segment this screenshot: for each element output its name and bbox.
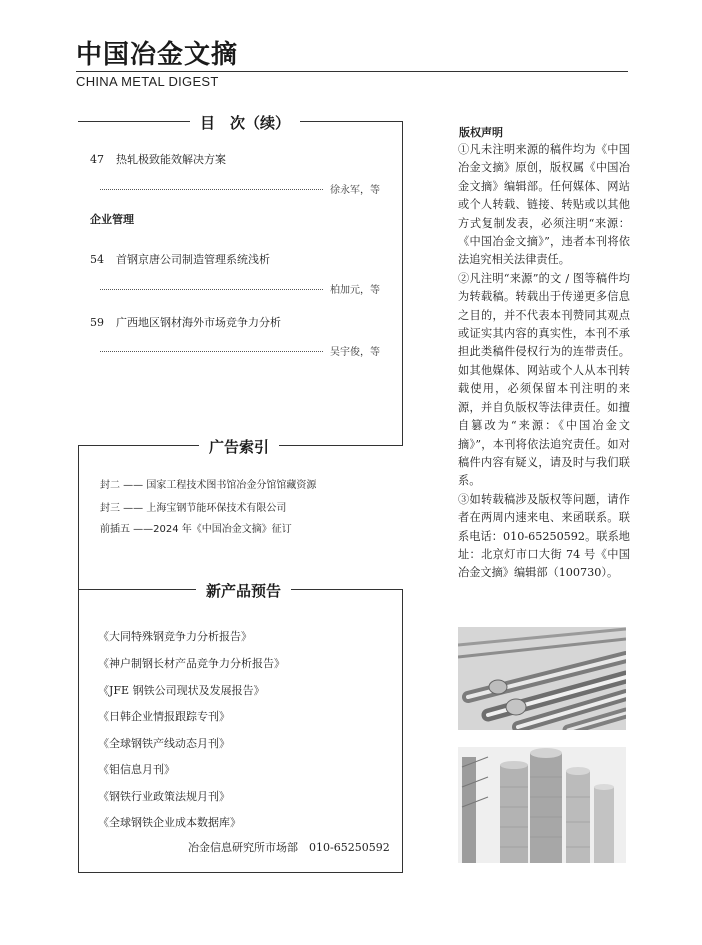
copyright-paragraph: ①凡未注明来源的稿件均为《中国冶金文摘》原创，版权属《中国冶金文摘》编辑部。任何媒体、网站或个人转载、链接、转贴或以其他方式复制发表，必须注明“来源：《中国冶金文摘》”，违者本刊将依法追究相关法律责任。 <box>458 143 630 267</box>
toc-entry-1[interactable] <box>90 151 226 167</box>
ad-item[interactable]: 封二 —— 国家工程技术图书馆冶金分馆馆藏资源 <box>100 480 317 491</box>
toc-category: 企业管理 <box>90 213 134 226</box>
new-product-item[interactable]: 《JFE 钢铁公司现状及发展报告》 <box>98 684 265 697</box>
toc-leader-dots <box>100 189 323 190</box>
masthead-rule <box>76 71 628 72</box>
toc-leader-dots <box>100 351 323 352</box>
copyright-body <box>458 141 630 583</box>
masthead-subtitle: CHINA METAL DIGEST <box>76 74 219 89</box>
toc-entry-3[interactable] <box>90 314 281 330</box>
new-product-item[interactable]: 《大同特殊钢竞争力分析报告》 <box>98 630 252 643</box>
ads-title: 广告索引 <box>199 436 279 457</box>
toc-entry-author: 徐永军，等 <box>330 185 380 196</box>
toc-entry-title: 热轧极致能效解决方案 <box>116 153 226 166</box>
copyright-paragraph: ③如转载稿涉及版权等问题，请作者在两周内速来电、来函联系。联系电话：010-65250592。联系地址：北京灯市口大街 74 号《中国冶金文摘》编辑部（100730）。 <box>458 492 630 580</box>
toc-entry-title: 广西地区钢材海外市场竞争力分析 <box>116 316 281 329</box>
ad-item[interactable]: 封三 —— 上海宝钢节能环保技术有限公司 <box>100 503 287 514</box>
toc-leader-dots <box>100 289 323 290</box>
toc-entry-page: 54 <box>90 253 104 266</box>
new-products-contact: 冶金信息研究所市场部 010-65250592 <box>188 841 390 854</box>
toc-entry-author: 柏加元，等 <box>330 285 380 296</box>
new-product-item[interactable]: 《钼信息月刊》 <box>98 763 175 776</box>
toc-title: 目 次（续） <box>190 112 300 133</box>
toc-entry-2[interactable] <box>90 251 270 267</box>
steel-bars-photo <box>458 627 626 730</box>
toc-entry-page: 59 <box>90 316 104 329</box>
new-products-title: 新产品预告 <box>196 580 291 601</box>
ad-item[interactable]: 前插五 ——2024 年《中国冶金文摘》征订 <box>100 524 292 535</box>
steel-silos-photo <box>458 747 626 863</box>
toc-entry-page: 47 <box>90 153 104 166</box>
toc-frame-top-left <box>78 121 198 122</box>
copyright-heading: 版权声明 <box>459 126 503 139</box>
masthead-title: 中国冶金文摘 <box>76 40 239 70</box>
new-product-item[interactable]: 《神户制钢长材产品竞争力分析报告》 <box>98 657 285 670</box>
copyright-paragraph: ②凡注明“来源”的文 / 图等稿件均为转载稿。转载出于传递更多信息之目的，并不代表本刊赞同其观点或证实其内容的真实性，本刊不承担此类稿件侵权行为的连带责任。如其他媒体、网站或个人从本刊转载使用，必须保留本刊注明的来源，并自负版权等法律责任。如擅自篡改为“来源：《中国冶金文摘》”，本刊将依法追究责任。如对稿件内容有疑义，请及时与我们联系。 <box>458 271 630 488</box>
new-product-item[interactable]: 《日韩企业情报跟踪专刊》 <box>98 710 230 723</box>
new-product-item[interactable]: 《钢铁行业政策法规月刊》 <box>98 790 230 803</box>
toc-entry-author: 吴宇俊，等 <box>330 347 380 358</box>
new-product-item[interactable]: 《全球钢铁企业成本数据库》 <box>98 816 241 829</box>
toc-entry-title: 首钢京唐公司制造管理系统浅析 <box>116 253 270 266</box>
new-product-item[interactable]: 《全球钢铁产线动态月刊》 <box>98 737 230 750</box>
ads-frame-left <box>78 445 79 589</box>
